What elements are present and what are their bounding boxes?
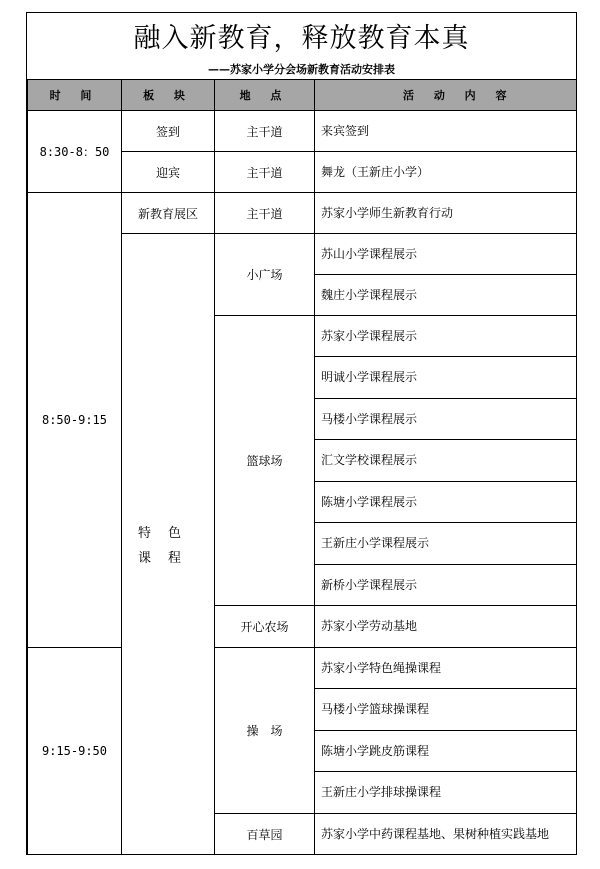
place-cell: 操 场 [215,648,315,814]
page-subtitle: ——苏家小学分会场新教育活动安排表 [208,63,395,76]
schedule-sheet [26,12,577,855]
header-content: 活 动 内 容 [315,80,577,111]
block-cell: 新教育展区 [122,193,215,234]
activity-cell: 苏家小学特色绳操课程 [315,648,577,689]
block-special-course [122,234,215,855]
activity-cell: 王新庄小学排球操课程 [315,772,577,814]
activity-cell: 王新庄小学课程展示 [315,523,577,565]
place-cell: 主干道 [215,193,315,234]
place-cell: 篮球场 [215,316,315,606]
time-slot-2: 8:50-9:15 [28,193,122,648]
place-cell: 主干道 [215,111,315,152]
block-cell: 签到 [122,111,215,152]
activity-cell: 马楼小学课程展示 [315,399,577,440]
activity-cell: 马楼小学篮球操课程 [315,689,577,731]
place-cell: 开心农场 [215,606,315,648]
place-cell: 主干道 [215,152,315,193]
activity-cell: 明诚小学课程展示 [315,357,577,399]
header-block: 板 块 [122,80,215,111]
special-char: 课 [138,551,152,566]
special-char: 程 [168,551,182,566]
activity-cell: 苏家小学中药课程基地、果树种植实践基地 [315,814,577,855]
special-char: 特 [138,526,152,541]
header-time: 时 间 [28,80,122,111]
time-slot-1: 8:30-8：50 [28,111,122,193]
activity-cell: 来宾签到 [315,111,577,152]
activity-cell: 汇文学校课程展示 [315,440,577,482]
schedule-table [27,79,577,855]
activity-cell: 陈塘小学跳皮筋课程 [315,731,577,772]
activity-cell: 新桥小学课程展示 [315,565,577,606]
activity-cell: 舞龙（王新庄小学） [315,152,577,193]
activity-cell: 魏庄小学课程展示 [315,275,577,316]
activity-cell: 苏家小学劳动基地 [315,606,577,648]
activity-cell: 苏家小学师生新教育行动 [315,193,577,234]
table-row [28,648,577,689]
block-cell: 迎宾 [122,152,215,193]
activity-cell: 苏山小学课程展示 [315,234,577,275]
place-cell: 百草园 [215,814,315,855]
header-place: 地 点 [215,80,315,111]
time-slot-3: 9:15-9:50 [28,648,122,855]
special-char: 色 [168,526,182,541]
table-row [28,193,577,234]
place-cell: 小广场 [215,234,315,316]
activity-cell: 陈塘小学课程展示 [315,482,577,523]
table-row [28,111,577,152]
header-row [28,80,577,111]
activity-cell: 苏家小学课程展示 [315,316,577,357]
page-title: 融入新教育，释放教育本真 [133,23,470,54]
